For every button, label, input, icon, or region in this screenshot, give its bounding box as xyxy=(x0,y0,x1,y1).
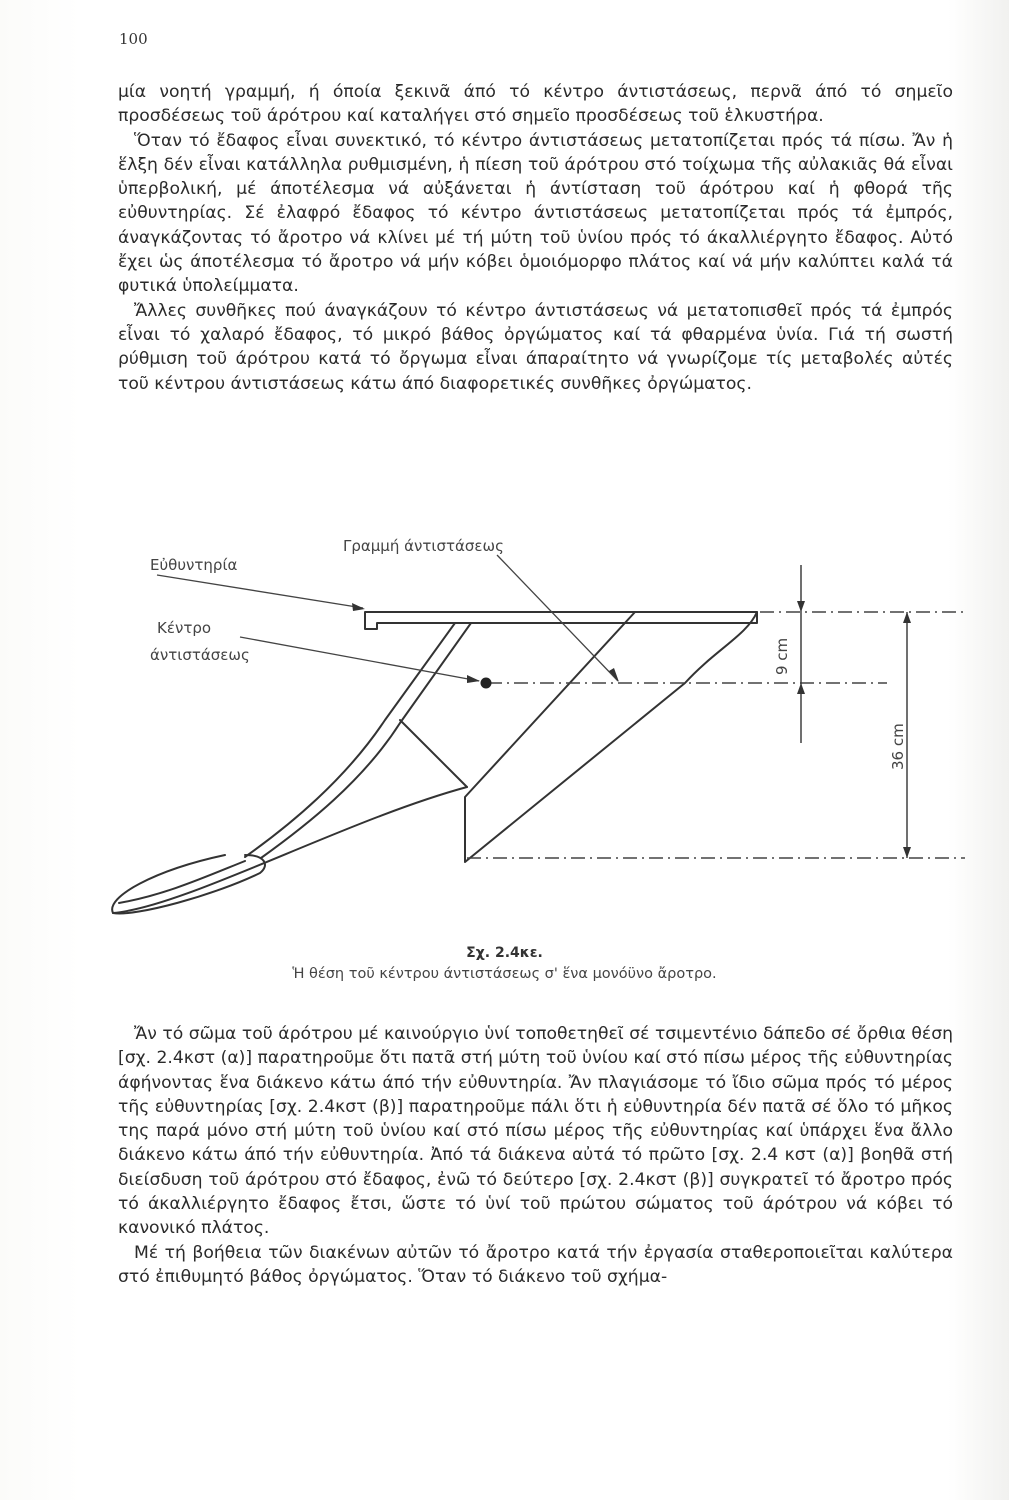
moldboard-outline xyxy=(465,612,757,862)
leader-center xyxy=(240,637,479,681)
leader-line-resistance xyxy=(497,555,618,681)
figure-caption xyxy=(0,966,1009,982)
leader-landside xyxy=(157,575,363,608)
caption-number-text: Σχ. 2.4κε. xyxy=(466,945,543,961)
label-center-line1: Κέντρο xyxy=(157,619,212,637)
shank-strap xyxy=(261,623,471,858)
shank-strap xyxy=(245,623,455,857)
share-curve xyxy=(113,787,467,913)
label-dim-9: 9 cm xyxy=(773,637,791,675)
figure-caption-number xyxy=(0,945,1009,961)
label-center-line2: άντιστάσεως xyxy=(150,646,250,664)
label-landside: Εὐθυντηρία xyxy=(150,556,238,574)
top-text-block xyxy=(118,80,953,396)
dim-arrow xyxy=(797,683,805,694)
paragraph: Ὅταν τό ἔδαφος εἶναι συνεκτικό, τό κέντρο άντιστάσεως μετατοπίζεται πρός τά πίσω. Ἄν ἡ ἕλξη δέν εἶναι κατάλληλα ρυθμισμένη, ἡ πίεση τοῦ άρότρου στό τοίχωμα τῆς αὐλακιᾶς θά εἶναι ὑπερβολική, μέ άποτέλεσμα νά αὐξάνεται ἡ άντίσταση τοῦ άρότρου καί ἡ φθορά τῆς εὐθυντηρίας. Σέ ἐλαφρό ἔδαφος τό κέντρο άντιστάσεως μετατοπίζεται πρός τά ἐμπρός, άναγκάζοντας τό ἄροτρο νά κλίνει μέ τή μύτη τοῦ ὑνίου πρός τό άκαλλιέργητο ἔδαφος. Αὐτό ἔχει ὡς άποτέλεσμα τό ἄροτρο νά μήν κόβει ὁμοιόμορφο πλάτος καί νά μήν καλύπτει καλά τά φυτικά ὑπολείμματα. xyxy=(118,130,953,297)
bottom-text-block xyxy=(118,1022,953,1289)
dim-arrow xyxy=(903,612,911,623)
center-of-resistance-dot xyxy=(481,678,492,689)
leader-arrow xyxy=(467,675,480,683)
plow-figure xyxy=(95,525,965,920)
page-number: 100 xyxy=(119,30,148,48)
plow-diagram xyxy=(95,525,965,920)
paragraph: Ἄν τό σῶμα τοῦ άρότρου μέ καινούργιο ὑνί τοποθετηθεῖ σέ τσιμεντένιο δάπεδο σέ ὄρθια θέση [σχ. 2.4κστ (α)] παρατηροῦμε ὅτι πατᾶ στή μύτη τοῦ ὑνίου καί στό πίσω μέρος τῆς εὐθυντηρίας άφήνοντας ἕνα διάκενο κάτω άπό τήν εὐθυντηρία. Ἄν πλαγιάσομε τό ἴδιο σῶμα πρός τό μέρος τῆς εὐθυντηρίας [σχ. 2.4κστ (β)] παρατηροῦμε πάλι ὅτι ἡ εὐθυντηρία δέν πατᾶ σέ ὅλο τό μῆκος της παρά μόνο στή μύτη τοῦ ὑνίου καί στό πίσω μέρος τῆς εὐθυντηρίας καί ὑπάρχει ἕνα ἄλλο διάκενο κάτω άπό τήν εὐθυντηρία. Ἀπό τά διάκενα αὐτά τό πρῶτο [σχ. 2.4 κστ (α)] βοηθᾶ στή διείσδυση τοῦ άρότρου στό ἔδαφος, ἐνῶ τό δεύτερο [σχ. 2.4κστ (β)] συγκρατεῖ τό ἄροτρο πρός τό άκαλλιέργητο ἔδαφος ἔτσι, ὥστε τό ὑνί τοῦ πρώτου σώματος τοῦ άρότρου νά κόβει τό κανονικό πλάτος. xyxy=(118,1024,953,1239)
landside-bar xyxy=(365,612,757,629)
dim-arrow xyxy=(797,601,805,612)
label-line-of-resistance: Γραμμή άντιστάσεως xyxy=(343,537,504,555)
paragraph: Μέ τή βοήθεια τῶν διακένων αὐτῶν τό ἄροτρο κατά τήν ἐργασία σταθεροποιεῖται καλύτερα στό ἐπιθυμητό βάθος ὀργώματος. Ὅταν τό διάκενο τοῦ σχήμα- xyxy=(118,1242,953,1287)
leader-arrow xyxy=(352,603,365,611)
dim-arrow xyxy=(903,847,911,858)
caption-text: Ἡ θέση τοῦ κέντρου άντιστάσεως σ' ἕνα μονόϋνο ἄροτρο. xyxy=(292,966,717,982)
leader-arrow xyxy=(609,668,619,682)
frog-line xyxy=(400,720,467,787)
paragraph: Ἄλλες συνθῆκες πού άναγκάζουν τό κέντρο άντιστάσεως νά μετατοπισθεῖ πρός τά ἐμπρός εἶναι τό χαλαρό ἔδαφος, τό μικρό βάθος ὀργώματος καί τά φθαρμένα ὑνία. Γιά τή σωστή ρύθμιση τοῦ άρότρου κατά τό ὄργωμα εἶναι άπαραίτητο νά γνωρίζομε τίς μεταβολές αὐτές τοῦ κέντρου άντιστάσεως κάτω άπό διαφορετικές συνθῆκες ὀργώματος. xyxy=(118,300,953,394)
label-dim-36: 36 cm xyxy=(889,723,907,770)
paragraph: μία νοητή γραμμή, ή όποία ξεκινᾶ άπό τό κέντρο άντιστάσεως, περνᾶ άπό τό σημεῖο προσδέσεως τοῦ άρότρου καί καταλήγει στό σημεῖο προσδέσεως τοῦ ἑλκυστήρα. xyxy=(118,82,953,127)
